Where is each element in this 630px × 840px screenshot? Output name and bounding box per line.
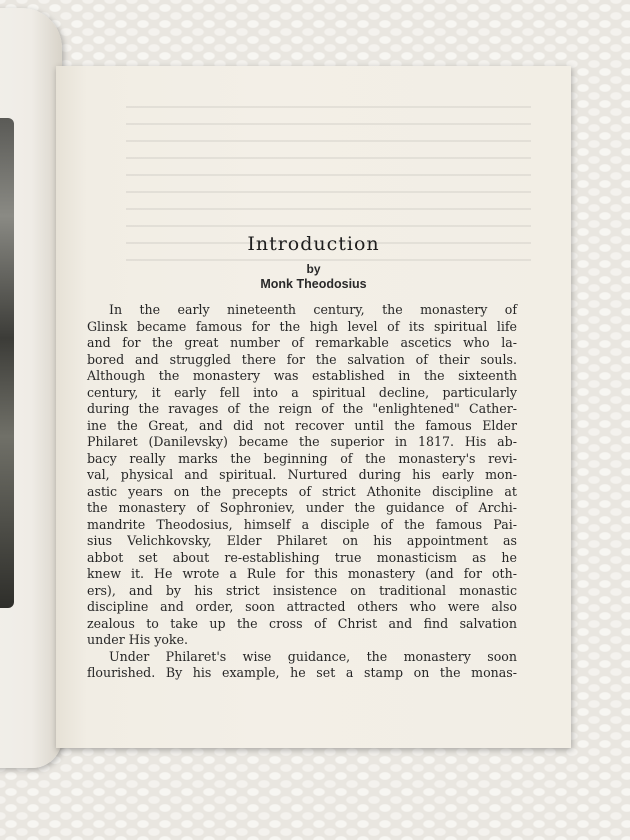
text-line: bacy really marks the beginning of the monastery's revi- [87, 450, 517, 466]
text-line: val, physical and spiritual. Nurtured during his early mon- [87, 467, 517, 482]
body-text [87, 302, 517, 682]
text-line: zealous to take up the cross of Christ and find salvation [87, 615, 517, 631]
text-line: Philaret (Danilevsky) became the superior in 1817. His ab- [87, 434, 517, 449]
text-line: Under Philaret's wise guidance, the monastery soon [109, 648, 517, 664]
text-line: discipline and order, soon attracted others who were also [87, 599, 517, 614]
text-line: the monastery of Sophroniev, under the guidance of Archi- [87, 500, 517, 515]
chapter-title: Introduction [247, 233, 380, 255]
text-line: mandrite Theodosius, himself a disciple of the famous Pai- [87, 516, 517, 532]
text-line: astic years on the precepts of strict Athonite discipline at [87, 483, 517, 499]
left-page-photo [0, 118, 14, 608]
text-line: under His yoke. [87, 632, 189, 647]
text-line: abbot set about re-establishing true monasticism as he [87, 549, 517, 565]
text-line: sius Velichkovsky, Elder Philaret on his appointment as [87, 533, 517, 548]
book-page [56, 66, 571, 748]
text-line: during the ravages of the reign of the "enlightened" Cather- [87, 401, 517, 416]
text-line: ine the Great, and did not recover until the famous Elder [87, 417, 517, 433]
text-line: Glinsk became famous for the high level of its spiritual life [87, 318, 517, 334]
byline-by: by [306, 262, 321, 276]
text-line: In the early nineteenth century, the monastery of [109, 302, 517, 317]
author-name: Monk Theodosius [260, 277, 367, 291]
text-line: bored and struggled there for the salvation of their souls. [87, 351, 517, 367]
text-line: knew it. He wrote a Rule for this monastery (and for oth- [87, 566, 517, 581]
text-line: and for the great number of remarkable ascetics who la- [87, 335, 517, 350]
left-facing-page [0, 8, 62, 768]
text-line: flourished. By his example, he set a stamp on the monas- [87, 665, 517, 680]
text-line: ers), and by his strict insistence on traditional monastic [87, 582, 517, 598]
text-line: Although the monastery was established in the sixteenth [87, 368, 517, 383]
text-line: century, it early fell into a spiritual decline, particularly [87, 384, 517, 400]
